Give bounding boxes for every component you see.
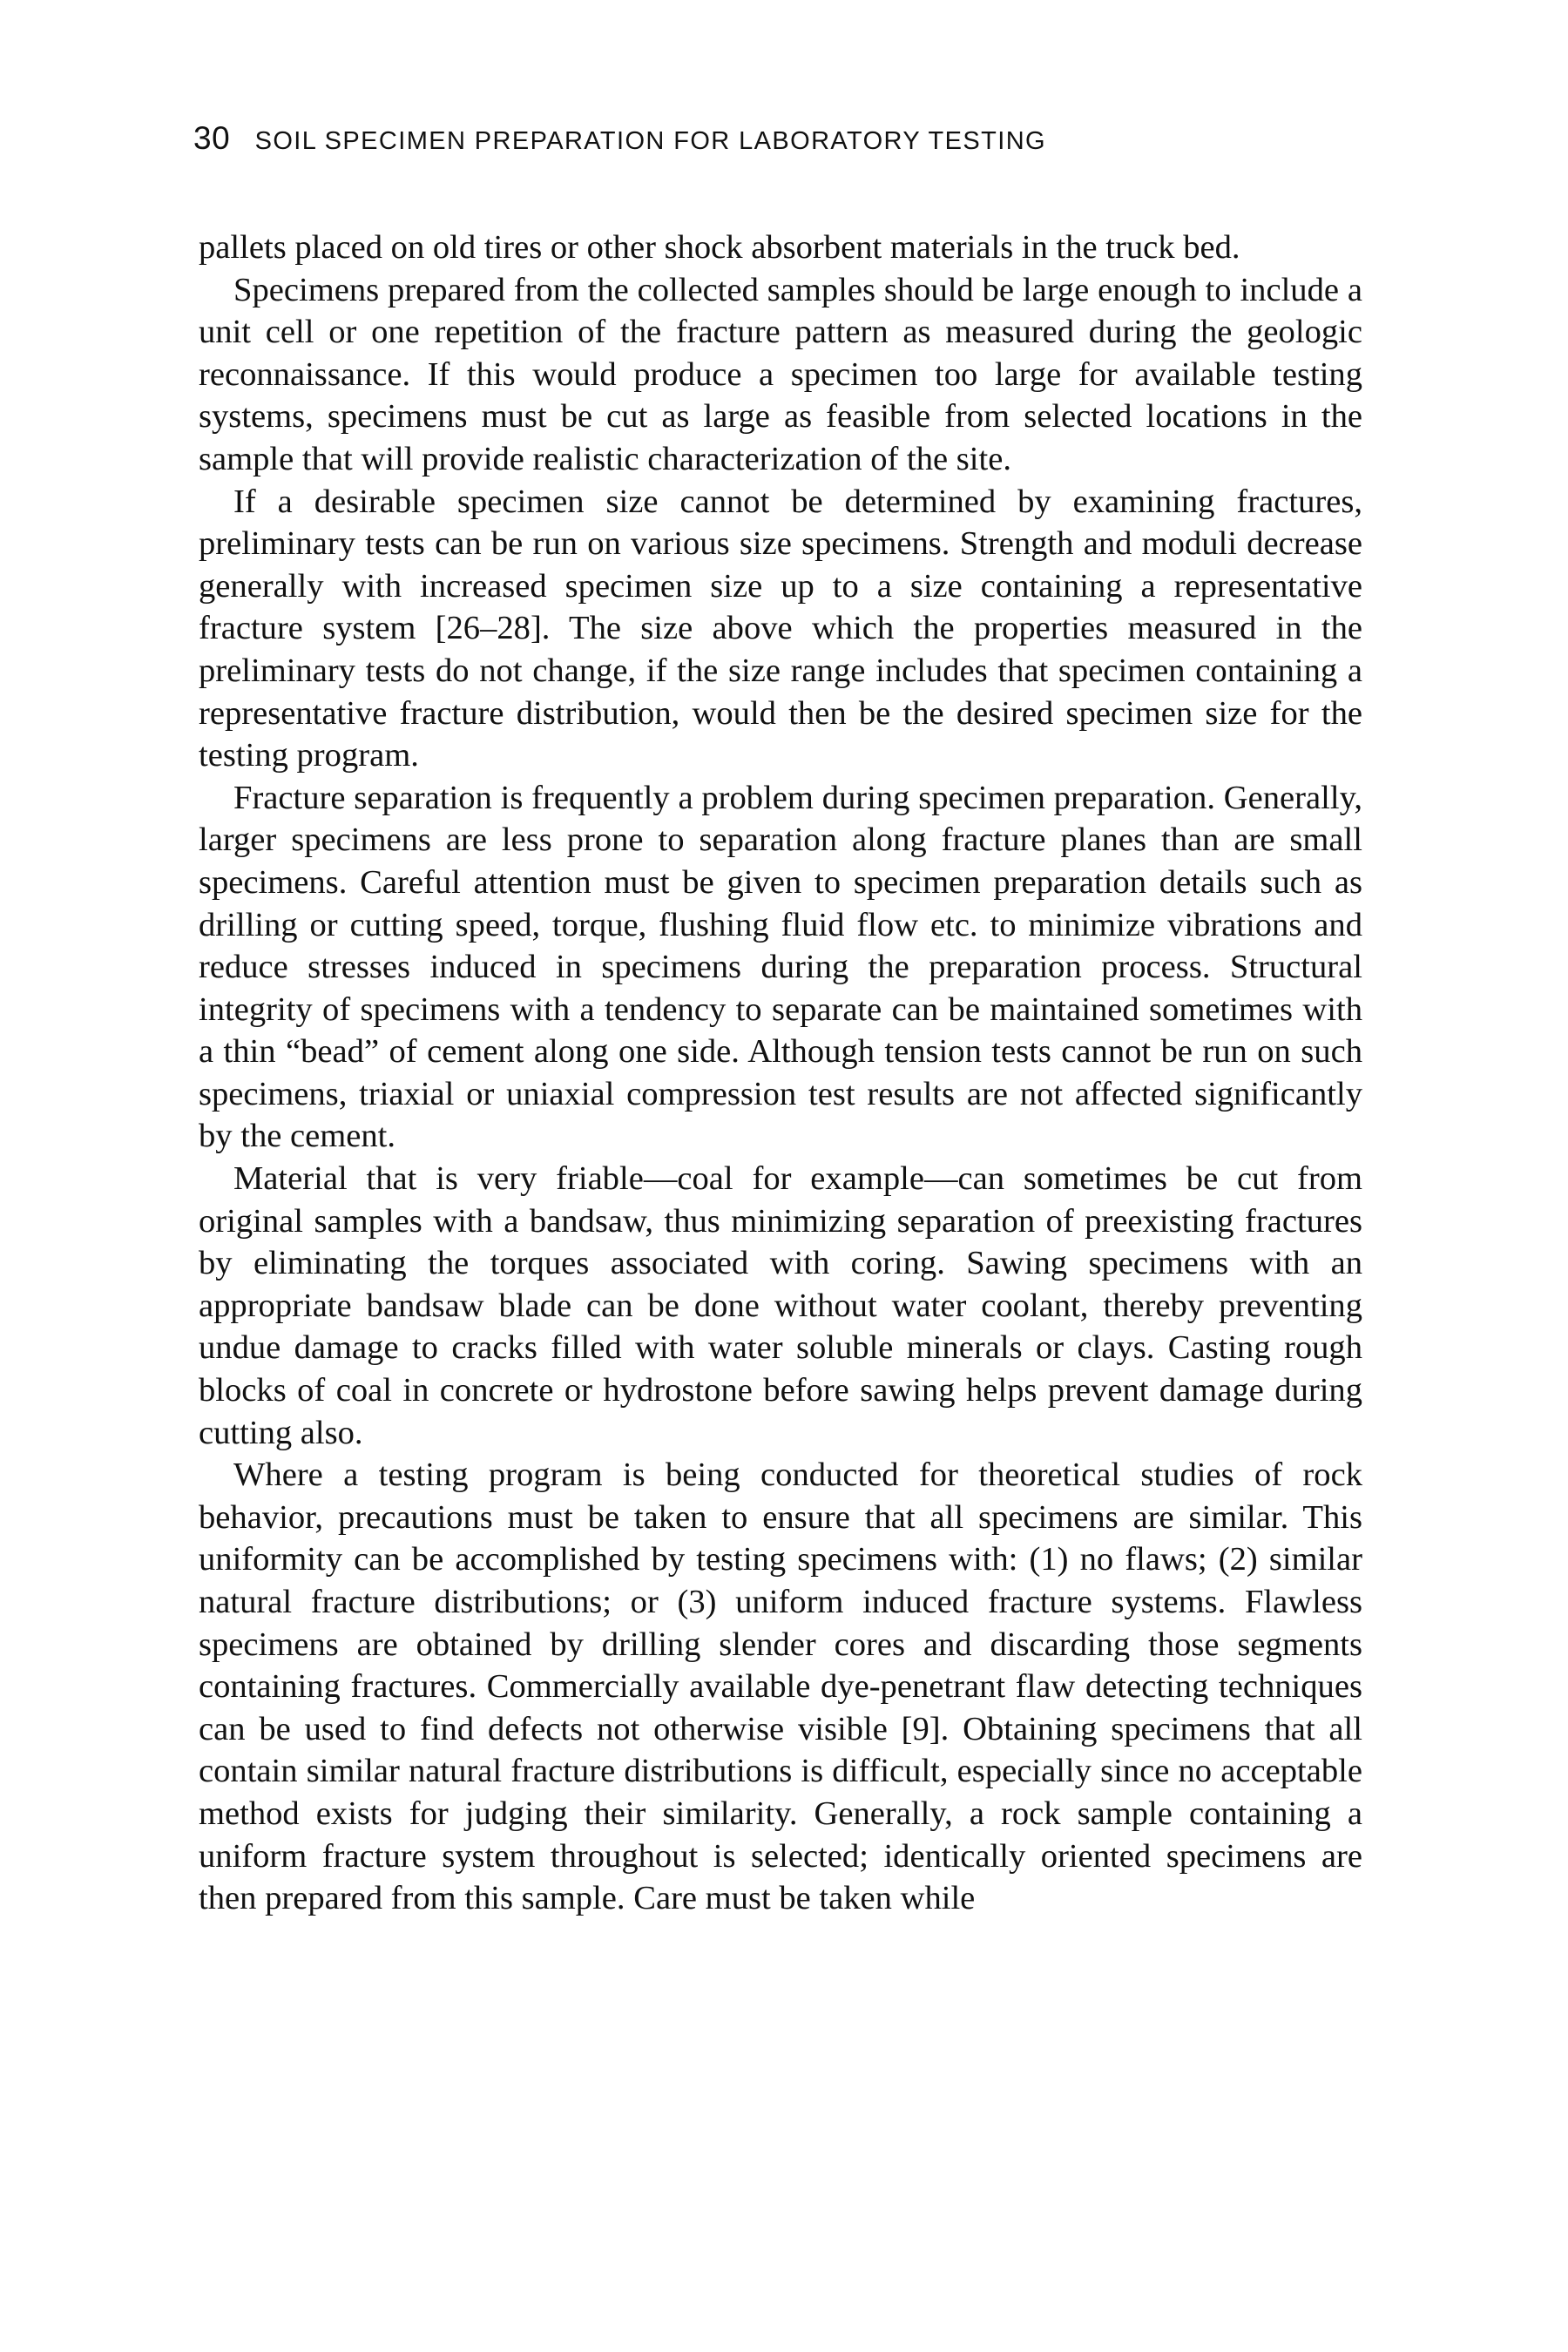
paragraph-specimen-size: Specimens prepared from the collected samples should be large enough to include a unit cell or one repetition of the fracture pattern as measured during the geologic reconnaissance. If this would produce a specimen too large for available testing systems, specimens must be cut as large as feasible from selected locations in the sample that will provide realistic characterization of the site.	[199, 271, 1362, 477]
paragraph-preliminary-tests: If a desirable specimen size cannot be determined by examining fractures, preliminary tests can be run on various size specimens. Strength and moduli decrease generally with increased specimen size up to a size containing a representative fracture system [26–28]. The size above which the properties measured in the preliminary tests do not change, if the size range includes that specimen containing a representative fracture distribution, would then be the desired specimen size for the testing program.	[199, 483, 1362, 774]
body-text	[199, 226, 1362, 1920]
paragraph-friable-material: Material that is very friable—coal for example—can sometimes be cut from original samples with a bandsaw, thus minimizing separation of preexisting fractures by eliminating the torques associated with coring. Sawing specimens with an appropriate bandsaw blade can be done without water coolant, thereby preventing undue damage to cracks filled with water soluble minerals or clays. Casting rough blocks of coal in concrete or hydrostone before sawing helps prevent damage during cutting also.	[199, 1160, 1362, 1451]
paragraph-fracture-separation: Fracture separation is frequently a problem during specimen preparation. Generally, larger specimens are less prone to separation along fracture planes than are small specimens. Careful attention must be given to specimen preparation details such as drilling or cutting speed, torque, flushing fluid flow etc. to minimize vibrations and reduce stresses induced in specimens during the preparation process. Structural integrity of specimens with a tendency to separate can be maintained sometimes with a thin “bead” of cement along one side. Although tension tests cannot be run on such specimens, triaxial or uniaxial compression test results are not affected significantly by the cement.	[199, 779, 1362, 1155]
page-number: 30	[193, 120, 231, 156]
running-head	[193, 120, 1413, 172]
running-head-title: SOIL SPECIMEN PREPARATION FOR LABORATORY TESTING	[254, 127, 1046, 155]
paragraph-continued: pallets placed on old tires or other shock absorbent materials in the truck bed.	[199, 229, 1240, 266]
paragraph-testing-program: Where a testing program is being conducted for theoretical studies of rock behavior, precautions must be taken to ensure that all specimens are similar. This uniformity can be accomplished by testing specimens with: (1) no flaws; (2) similar natural fracture distributions; or (3) uniform induced fracture systems. Flawless specimens are obtained by drilling slender cores and discarding those segments containing fractures. Commercially available dye-penetrant flaw detecting techniques can be used to find defects not otherwise visible [9]. Obtaining specimens that all contain similar natural fracture distributions is difficult, especially since no acceptable method exists for judging their similarity. Generally, a rock sample containing a uniform fracture system throughout is selected; identically oriented specimens are then prepared from this sample. Care must be taken while	[199, 1456, 1362, 1917]
